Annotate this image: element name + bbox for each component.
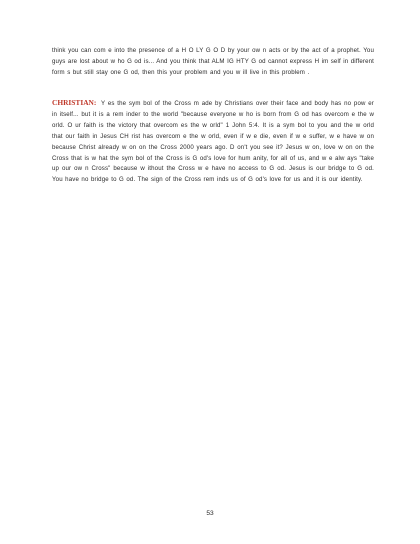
dialogue-text: Y es the sym bol of the Cross m ade by Christians over their face and body has no pow er in itself... but it is a rem inder to the world "because everyone w ho is born from G od has overcom e the w orld. O ur faith is the victory that overcom es the w orld" 1 John 5:4. It is a sym bol to you and the w orld that our faith in Jesus CH rist has overcom e the w orld, even if w e die, even if w e suffer, w e have w on because Christ already w on on the Cross 2000 years ago. D on't you see it? Jesus w on, love w on on the Cross that is w hat the sym bol of the Cross is G od's love for hum anity, for all of us, and w e alw ays "take up our ow n Cross" because w ithout the Cross w e have no access to G od. Jesus is our bridge to G od. You have no bridge to G od. The sign of the Cross rem inds us of G od's love for us and it is our identity. xyxy=(52,100,374,184)
page-number: 53 xyxy=(206,510,214,517)
speaker-label: CHRISTIAN: xyxy=(52,98,97,107)
dialogue-paragraph xyxy=(52,98,374,186)
body-paragraph: think you can com e into the presence of a H O LY G O D by your ow n acts or by the act of a prophet. You guys are lost about w ho G od is... And you think that ALM IG HTY G od cannot express H im self in different form s but still stay one G od, then this your problem and you w ill live in this problem . xyxy=(52,47,375,76)
